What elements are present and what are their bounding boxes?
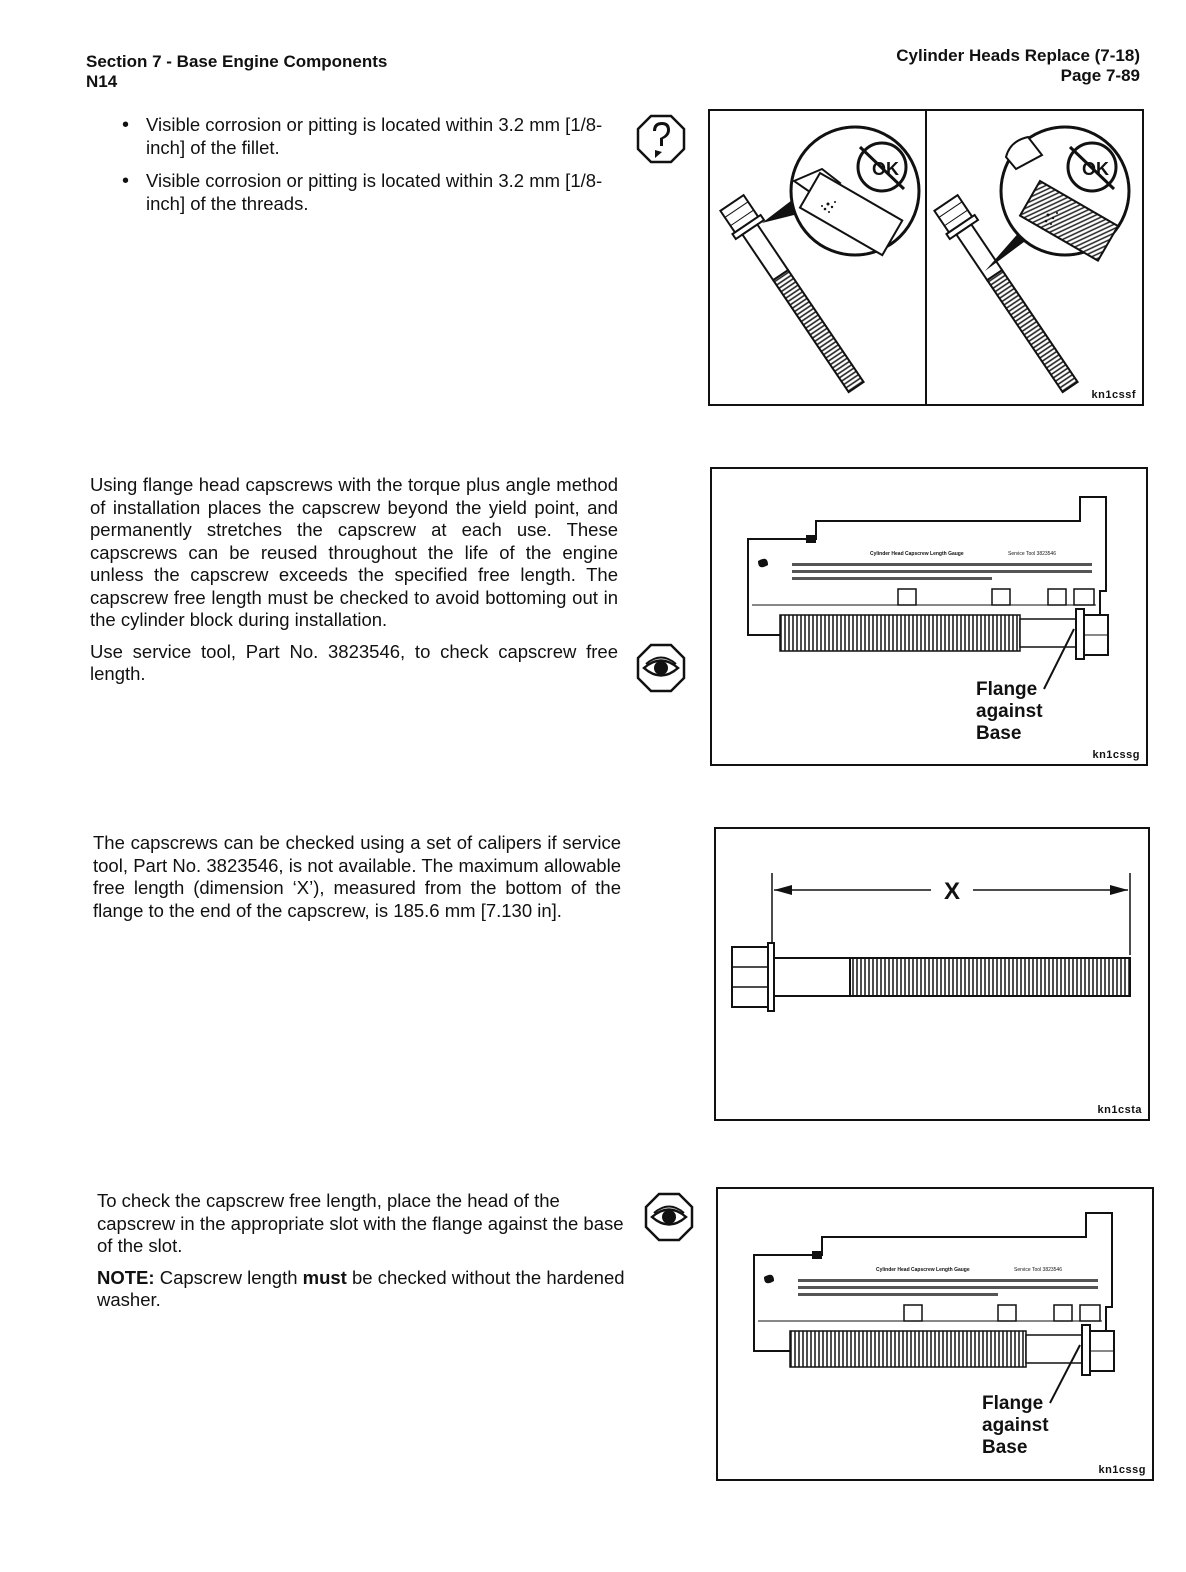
note-text-2: be checked without the hardened washer. xyxy=(97,1266,625,1310)
figure-code: kn1cssf xyxy=(1091,389,1136,401)
question-octagon-icon xyxy=(636,114,686,164)
paragraph-service-tool: Use service tool, Part No. 3823546, to check capscrew free length. xyxy=(90,640,618,684)
ok-stamp-right: OK xyxy=(1082,159,1109,179)
flange-callout xyxy=(982,1393,1049,1459)
dimension-x-arrow xyxy=(772,873,1130,955)
slot-placement-text xyxy=(97,1190,627,1321)
figure-code: kn1cssg xyxy=(1092,749,1140,761)
note-washer xyxy=(97,1267,627,1312)
figure-code: kn1cssg xyxy=(1098,1464,1146,1476)
eye-octagon-icon xyxy=(636,643,686,693)
flange-callout xyxy=(976,679,1043,745)
capscrew-reuse-text xyxy=(90,474,618,695)
callout-line2: against xyxy=(982,1415,1049,1436)
bullet-fillet: • Visible corrosion or pitting is located within 3.2 mm [1/8-inch] of the fillet. xyxy=(122,114,622,159)
corrosion-criteria xyxy=(122,114,622,226)
eye-octagon-icon xyxy=(644,1192,694,1242)
engine-model: N14 xyxy=(86,72,118,91)
gauge-title: Cylinder Head Capscrew Length Gauge xyxy=(870,551,964,557)
paragraph-calipers: The capscrews can be checked using a set of calipers if service tool, Part No. 3823546, is not available. The maximum allowable free length (dimension ‘X’), measured from the bottom of the flange to the end of the capscrew, is 185.6 mm [7.130 in]. xyxy=(93,832,621,921)
figure-code: kn1csta xyxy=(1097,1104,1142,1116)
gauge-tool-number: Service Tool 3823546 xyxy=(1014,1267,1062,1273)
caliper-check-text xyxy=(93,832,621,931)
note-text-1: Capscrew length xyxy=(154,1266,303,1288)
dimension-label: X xyxy=(943,878,961,905)
callout-line3: Base xyxy=(976,723,1022,744)
callout-line2: against xyxy=(976,701,1043,722)
paragraph-slot: To check the capscrew free length, place the head of the capscrew in the appropriate slot with the flange against the base of the slot. xyxy=(97,1190,624,1256)
callout-line1: Flange xyxy=(982,1393,1044,1414)
section-title: Section 7 - Base Engine Components xyxy=(86,52,388,71)
callout-line3: Base xyxy=(982,1437,1028,1458)
note-label: NOTE: xyxy=(97,1266,155,1288)
gauge-title: Cylinder Head Capscrew Length Gauge xyxy=(876,1267,970,1273)
bullet-threads: • Visible corrosion or pitting is located within 3.2 mm [1/8-inch] of the threads. xyxy=(122,170,622,215)
figure-corrosion-check xyxy=(708,109,1144,406)
page-number: Page 7-89 xyxy=(1060,66,1140,85)
magnifier-fillet xyxy=(791,127,919,255)
procedure-title: Cylinder Heads Replace (7-18) xyxy=(896,46,1140,65)
figure-length-gauge-2 xyxy=(716,1187,1154,1481)
ok-stamp-left: OK xyxy=(872,159,899,179)
callout-line1: Flange xyxy=(976,679,1038,700)
figure-dimension-x xyxy=(714,827,1150,1121)
note-emphasis: must xyxy=(302,1266,347,1288)
capscrew-side-view xyxy=(732,943,1130,1011)
gauge-tool-number: Service Tool 3823546 xyxy=(1008,551,1056,557)
paragraph-yield: Using flange head capscrews with the torque plus angle method of installation places the capscrew beyond the yield point, and permanently stretches the capscrew at each use. These capscrews can be reused throughout the life of the engine unless the capscrew exceeds the specified free length. The capscrew free length must be checked to avoid bottoming out in the cylinder block during installation. xyxy=(90,474,618,630)
figure-length-gauge xyxy=(710,467,1148,766)
